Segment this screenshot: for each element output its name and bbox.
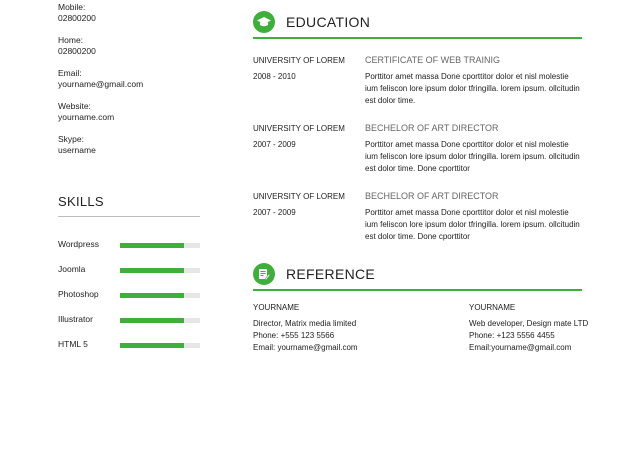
edu-degree: CERTIFICATE OF WEB TRAINIG — [365, 55, 501, 65]
edu-description: Porttitor amet massa Done cporttitor dolor et nisl molestie ium feliscon lore ipsum dolor tfringilla. lorem ipsum. ollcitudin est dolor time. Done cporttitor — [365, 140, 580, 173]
ref-name: YOURNAME — [469, 303, 516, 312]
contact-label: Home: — [58, 35, 84, 45]
skill-bar-fill — [120, 243, 184, 248]
contact-value: yourname@gmail.com — [58, 79, 144, 89]
edu-description: Porttitor amet massa Done cporttitor dolor et nisl molestie ium feliscon lore ipsum dolor tfringilla. lorem ipsum. ollcitudin est dolor time. — [365, 72, 580, 105]
ref-phone: Phone: +123 5556 4455 — [469, 331, 555, 340]
education-entry — [253, 124, 583, 184]
ref-email: Email: yourname@gmail.com — [253, 343, 358, 352]
graduation-cap-icon — [253, 11, 275, 33]
edu-degree: BECHELOR OF ART DIRECTOR — [365, 123, 499, 133]
contact-value: 02800200 — [58, 13, 96, 23]
skill-row — [58, 239, 203, 251]
skill-bar-fill — [120, 318, 184, 323]
skill-row — [58, 314, 203, 326]
contact-value: 02800200 — [58, 46, 96, 56]
contact-label: Email: — [58, 68, 82, 78]
education-heading: EDUCATION — [286, 14, 371, 30]
skill-bar-fill — [120, 293, 184, 298]
skill-row — [58, 289, 203, 301]
ref-phone: Phone: +555 123 5566 — [253, 331, 335, 340]
skill-name: Photoshop — [58, 289, 99, 299]
skills-heading: SKILLS — [58, 194, 104, 209]
skill-bar-track — [120, 343, 200, 348]
edu-years: 2007 - 2009 — [253, 208, 296, 217]
document-pen-icon — [253, 263, 275, 285]
contact-label: Skype: — [58, 134, 84, 144]
edu-school: UNIVERSITY OF LOREM — [253, 56, 345, 65]
skill-name: HTML 5 — [58, 339, 88, 349]
skill-bar-track — [120, 268, 200, 273]
skill-bar-fill — [120, 268, 184, 273]
education-entry — [253, 56, 583, 116]
contact-label: Website: — [58, 101, 91, 111]
skill-name: Joomla — [58, 264, 86, 274]
reference-entry — [469, 302, 588, 354]
skill-name: Wordpress — [58, 239, 99, 249]
skill-bar-track — [120, 318, 200, 323]
reference-heading: REFERENCE — [286, 266, 376, 282]
skill-row — [58, 339, 203, 351]
contact-value: yourname.com — [58, 112, 115, 122]
education-entry — [253, 192, 583, 252]
skill-row — [58, 264, 203, 276]
contact-skype — [58, 134, 96, 156]
contact-value: username — [58, 145, 96, 155]
reference-divider — [253, 289, 582, 291]
contact-email — [58, 68, 143, 90]
skill-name: Illustrator — [58, 314, 93, 324]
skill-bar-track — [120, 243, 200, 248]
skills-divider — [58, 216, 200, 217]
edu-description: Porttitor amet massa Done cporttitor dolor et nisl molestie ium feliscon lore ipsum dolor tfringilla. lorem ipsum. ollcitudin est dolor time. Done cporttitor — [365, 208, 580, 241]
edu-years: 2008 - 2010 — [253, 72, 296, 81]
ref-role: Web developer, Design mate LTD — [469, 319, 589, 328]
edu-years: 2007 - 2009 — [253, 140, 296, 149]
skill-bar-track — [120, 293, 200, 298]
contact-website — [58, 101, 114, 123]
contact-home — [58, 35, 96, 57]
edu-degree: BECHELOR OF ART DIRECTOR — [365, 191, 499, 201]
edu-school: UNIVERSITY OF LOREM — [253, 192, 345, 201]
ref-role: Director, Matrix media limited — [253, 319, 357, 328]
ref-name: YOURNAME — [253, 303, 300, 312]
ref-email: Email:yourname@gmail.com — [469, 343, 572, 352]
edu-school: UNIVERSITY OF LOREM — [253, 124, 345, 133]
contact-mobile — [58, 2, 96, 24]
skill-bar-fill — [120, 343, 184, 348]
contact-label: Mobile: — [58, 2, 86, 12]
reference-entry — [253, 302, 358, 354]
education-divider — [253, 37, 582, 39]
